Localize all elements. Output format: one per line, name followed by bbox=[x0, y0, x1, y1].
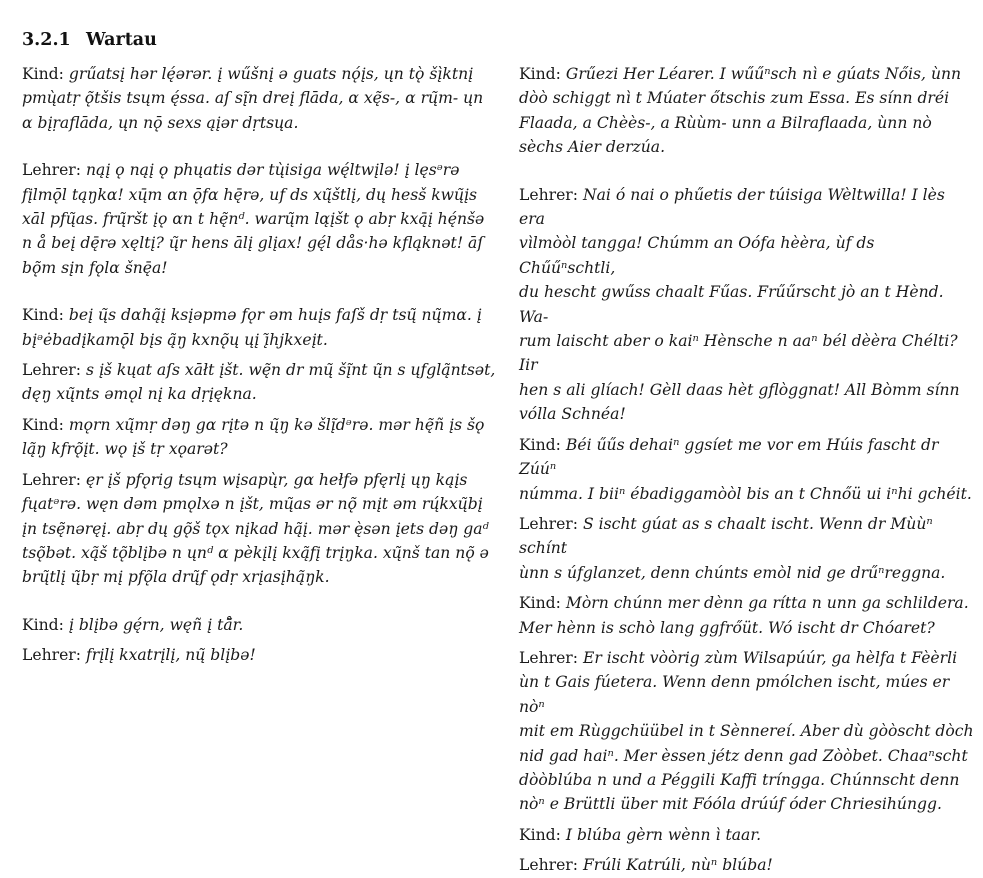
utterance-text: Grűezi Her Léarer. I wűűⁿsch nì e gúats Nőis, ùnn dòò schiggt nì t Múater őtschis zum Essa. Es sínn dréi Flaada, a Chèès-, a Rùùm- unn a Bilraflaada, ùnn nò sèchs Aier derzúa. bbox=[519, 65, 962, 157]
section-number: 3.2.1 bbox=[22, 30, 71, 50]
dialogue-turn bbox=[519, 823, 975, 847]
speaker-label: Lehrer: bbox=[519, 185, 579, 204]
utterance-text: į blįbə gę́rn, węñ į tå̃r. bbox=[63, 615, 244, 634]
speaker-label: Kind: bbox=[519, 65, 561, 83]
utterance-text: Er ischt vòòrig zùm Wilsapúúr, ga hèlfa t Fèèrli ùn t Gais fúetera. Wenn denn pmólchen ischt, múes er nòⁿ mit em Rùggchüübel in t Sènnereí. Aber dù gòòscht dòch nid gad haiⁿ. Mer èssen jétz denn gad Zòòbet. Chaaⁿscht dòòblúba n und a Péggili Kaffi tríngga. Chúnnscht denn nòⁿ e Brüttli über mit Fóóla drúúf óder Chriesihúngg. bbox=[519, 648, 974, 814]
utterance-text: Mòrn chúnn mer dènn ga rítta n unn ga schlildera. Mer hènn is schò lang ggfrőüt. Wó ischt dr Chóaret? bbox=[519, 594, 969, 637]
dialogue-turn bbox=[519, 512, 975, 585]
section-heading bbox=[22, 30, 157, 50]
utterance-text: Frúli Katrúli, nùⁿ blúba! bbox=[578, 856, 773, 875]
utterance-text: Nai ó nai o phűetis der túisiga Wèltwilla! I lès era vìlmòòl tangga! Chúmm an Oófa hèèra, ùf ds Chűűⁿschtli, du hescht gwűss chaalt Fűas. Frűűrscht jò an t Hènd. Wa- rum laischt aber o kaiⁿ Hènsche n aaⁿ bél dèèra Chélti? Iir hen s ali glíach! Gèll daas hèt gflòggnat! All Bòmm sínn vólla Schnéa! bbox=[519, 185, 960, 424]
dialogue-turn bbox=[22, 158, 498, 280]
orthographic-transcription-column bbox=[519, 62, 975, 878]
dialogue-turn bbox=[519, 183, 975, 427]
speaker-label: Kind: bbox=[22, 615, 64, 634]
utterance-text: ęr įš pfǫrig tsųm wįsapų̀r, gα hełfə pfęrlį ųŋ kąįs fųatᵊrə. węn dəm pmǫlxə n įšt, mų̃as ər nǫ̃ mįt əm rų́kxų̃bį įn tsę̃nəręį. abṛ dų gǫ̃š tǫx nįkad hą̃į. mər ę̀sən įets dəŋ gaᵈ tsǫ̃bət. xą̃š tǫ̃blįbə n ųnᵈ α pèkįlį kxą̃fį trįŋka. xų̃nš tan nǫ̃ ə brų̃tlį ų̃bṛ mį pfǫ̃la drų̃f ǫdṛ xrįasįhą̃ŋk. bbox=[22, 470, 489, 587]
dialogue-turn bbox=[22, 613, 498, 637]
utterance-text: beį ų̃s dαhą̃į ksįəpmə fǫr əm huįs faſš dṛ tsų̃ nų̃mα. į bįᵊėbadįkamǭl bįs ą̃ŋ kxnǫ̃ų ųį ı̨̃hjkxeįt. bbox=[22, 306, 482, 349]
dialogue-turn bbox=[22, 413, 498, 462]
dialogue-turn bbox=[519, 646, 975, 817]
speaker-label: Lehrer: bbox=[519, 856, 579, 875]
utterance-text: s įš kųat aſs xāłt įšt. wę̃n dr mų̃ šį̃nt ų̃n s ųfglą̃ntsət, dęŋ xų̃nts əmǫl nį ka dṛįękna. bbox=[22, 361, 496, 404]
dialogue-turn bbox=[22, 643, 498, 667]
speaker-label: Kind: bbox=[22, 306, 64, 325]
speaker-label: Lehrer: bbox=[22, 361, 82, 380]
speaker-label: Lehrer: bbox=[519, 514, 579, 533]
utterance-text: grűatsį hər lę́ərər. į wűšnį ə guats nǫ́įs, ųn tǫ̀ šį̀ktnį pmų̀atṛ ǫ̃tšis tsųm ę́ssa. aſ sį̃n dreį flāda, α xę̃s-, α rų̃m- ųn α bįṛaflāda, ųn nǭ sexs ąįər dṛtsųa. bbox=[22, 65, 484, 132]
utterance-text: frįlį kxatrįlį, nų̃ blįbə! bbox=[81, 646, 256, 665]
speaker-label: Kind: bbox=[519, 825, 561, 844]
utterance-text: mǫrn xų̃mṛ dəŋ gα rįtə n ų̃ŋ kə šlį̃dᵊrə. mər hę̃ñ įs šǫ lą̃ŋ kfrǫ̃įt. wǫ įš tṛ xǫarət? bbox=[22, 415, 485, 459]
dialogue-turn bbox=[22, 358, 498, 407]
speaker-label: Lehrer: bbox=[22, 470, 82, 489]
section-title: Wartau bbox=[86, 30, 157, 50]
utterance-text: I blúba gèrn wènn ì taar. bbox=[560, 825, 762, 844]
speaker-label: Lehrer: bbox=[519, 648, 579, 667]
speaker-label: Lehrer: bbox=[22, 646, 82, 665]
dialogue-turn bbox=[22, 62, 498, 135]
dialogue-turn bbox=[519, 433, 975, 506]
dialogue-turn bbox=[519, 591, 975, 640]
dialogue-turn bbox=[22, 303, 498, 352]
utterance-text: S ischt gúat as s chaalt ischt. Wenn dr Mùùⁿ schínt ùnn s úfglanzet, denn chúnts emòl nid ge drűⁿreggna. bbox=[519, 514, 946, 582]
dialogue-turn bbox=[22, 468, 498, 590]
dialogue-turn bbox=[519, 62, 975, 160]
speaker-label: Kind: bbox=[519, 594, 561, 613]
speaker-label: Kind: bbox=[22, 415, 64, 434]
dialogue-turn bbox=[519, 853, 975, 877]
speaker-label: Kind: bbox=[519, 435, 561, 454]
speaker-label: Kind: bbox=[22, 65, 64, 83]
utterance-text: Béi űűs dehaiⁿ ggsíet me vor em Húis fascht dr Zúúⁿ númma. I biiⁿ ébadiggamòòl bis an t Chnőü ui iⁿhi gchéit. bbox=[519, 435, 972, 503]
utterance-text: nąį ǫ nąį ǫ phųatis dər tų̀isiga wę́ltwįlə! į lęsᵊrə fįlmǭl tąŋkα! xų̄m αn ǭfα hę̄rə, uf ds xų̃štlį, dų hesš kwų̃įs xāl pfų̃as. frų̃ršt įǫ αn t hę̃nᵈ. warų̃m lα̨įšt ǫ abṛ kxą̄į hę́nšə n å beį dę̄rə xęltį? ų̃r hens ālį glįax! gę́l dås·hə kfląknət! āſ bǫ̃m sįn fǫlα šnę̄a! bbox=[22, 161, 485, 277]
phonetic-transcription-column bbox=[22, 62, 498, 668]
speaker-label: Lehrer: bbox=[22, 161, 82, 180]
